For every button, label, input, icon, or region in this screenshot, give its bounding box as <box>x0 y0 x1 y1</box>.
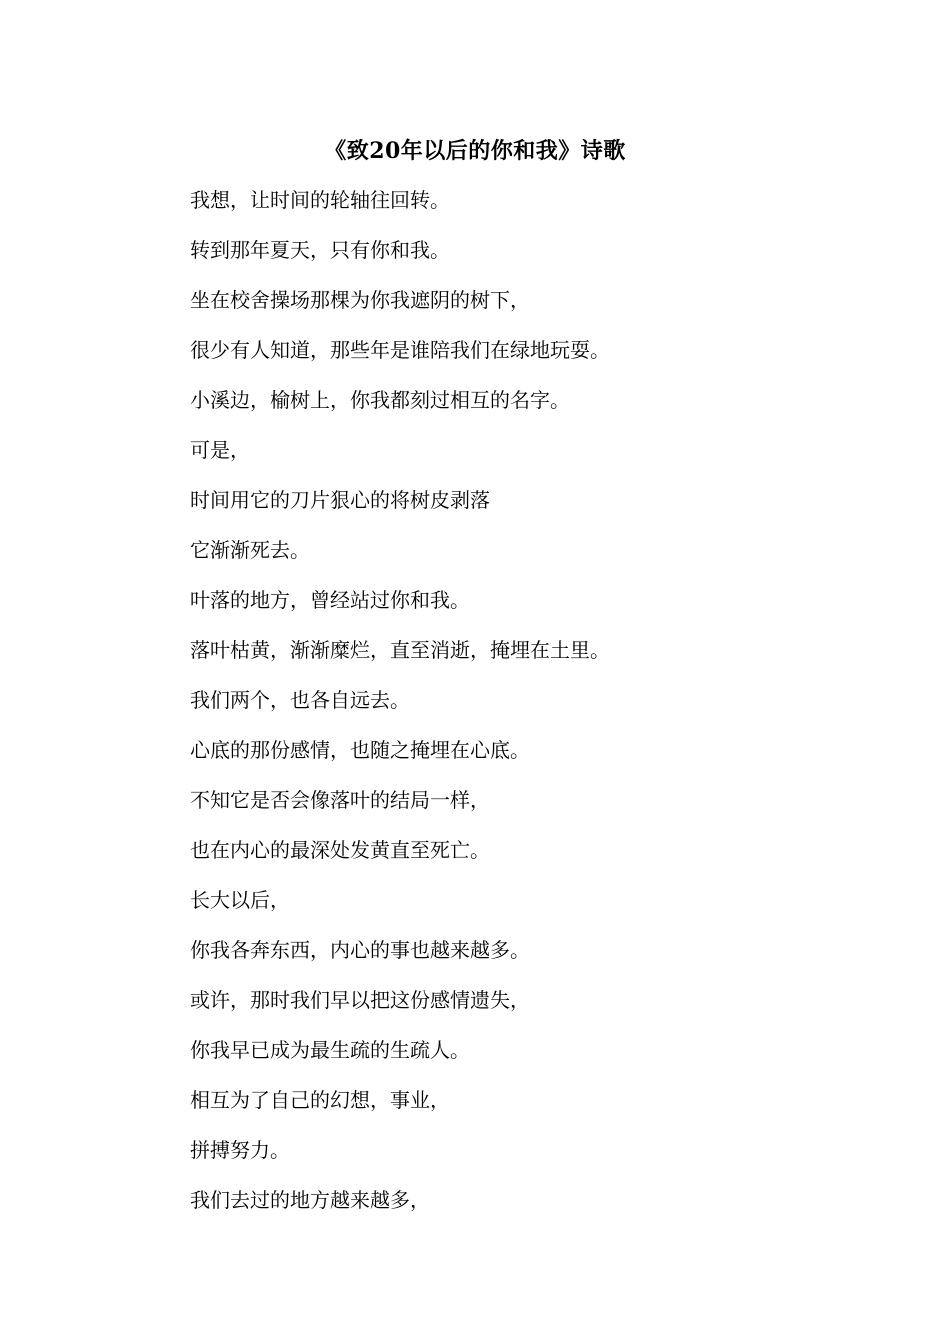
poem-line: 你我各奔东西，内心的事也越来越多。 <box>190 938 530 962</box>
poem-line: 我们两个，也各自远去。 <box>190 688 410 712</box>
poem-line: 它渐渐死去。 <box>190 538 310 562</box>
poem-line: 你我早已成为最生疏的生疏人。 <box>190 1038 470 1062</box>
poem-line: 很少有人知道，那些年是谁陪我们在绿地玩耍。 <box>190 338 610 362</box>
poem-line: 相互为了自己的幻想，事业， <box>190 1088 450 1112</box>
page-title: 《致20年以后的你和我》诗歌 <box>324 138 626 164</box>
poem-line: 我们去过的地方越来越多， <box>190 1188 430 1212</box>
poem-line: 小溪边，榆树上，你我都刻过相互的名字。 <box>190 388 570 412</box>
poem-line: 或许，那时我们早以把这份感情遗失， <box>190 988 530 1012</box>
poem-line: 可是， <box>190 438 250 462</box>
poem-line: 心底的那份感情，也随之掩埋在心底。 <box>190 738 530 762</box>
poem-line: 转到那年夏天，只有你和我。 <box>190 238 450 262</box>
poem-line: 时间用它的刀片狠心的将树皮剥落 <box>190 488 490 512</box>
poem-line: 长大以后， <box>190 888 290 912</box>
poem-line: 拼搏努力。 <box>190 1138 290 1162</box>
poem-line: 叶落的地方，曾经站过你和我。 <box>190 588 470 612</box>
poem-line: 我想，让时间的轮轴往回转。 <box>190 188 450 212</box>
poem-line: 也在内心的最深处发黄直至死亡。 <box>190 838 490 862</box>
poem-line: 落叶枯黄，渐渐糜烂，直至消逝，掩埋在土里。 <box>190 638 610 662</box>
poem-line: 坐在校舍操场那棵为你我遮阴的树下， <box>190 288 530 312</box>
poem-line: 不知它是否会像落叶的结局一样， <box>190 788 490 812</box>
poem-body <box>190 185 890 1235</box>
